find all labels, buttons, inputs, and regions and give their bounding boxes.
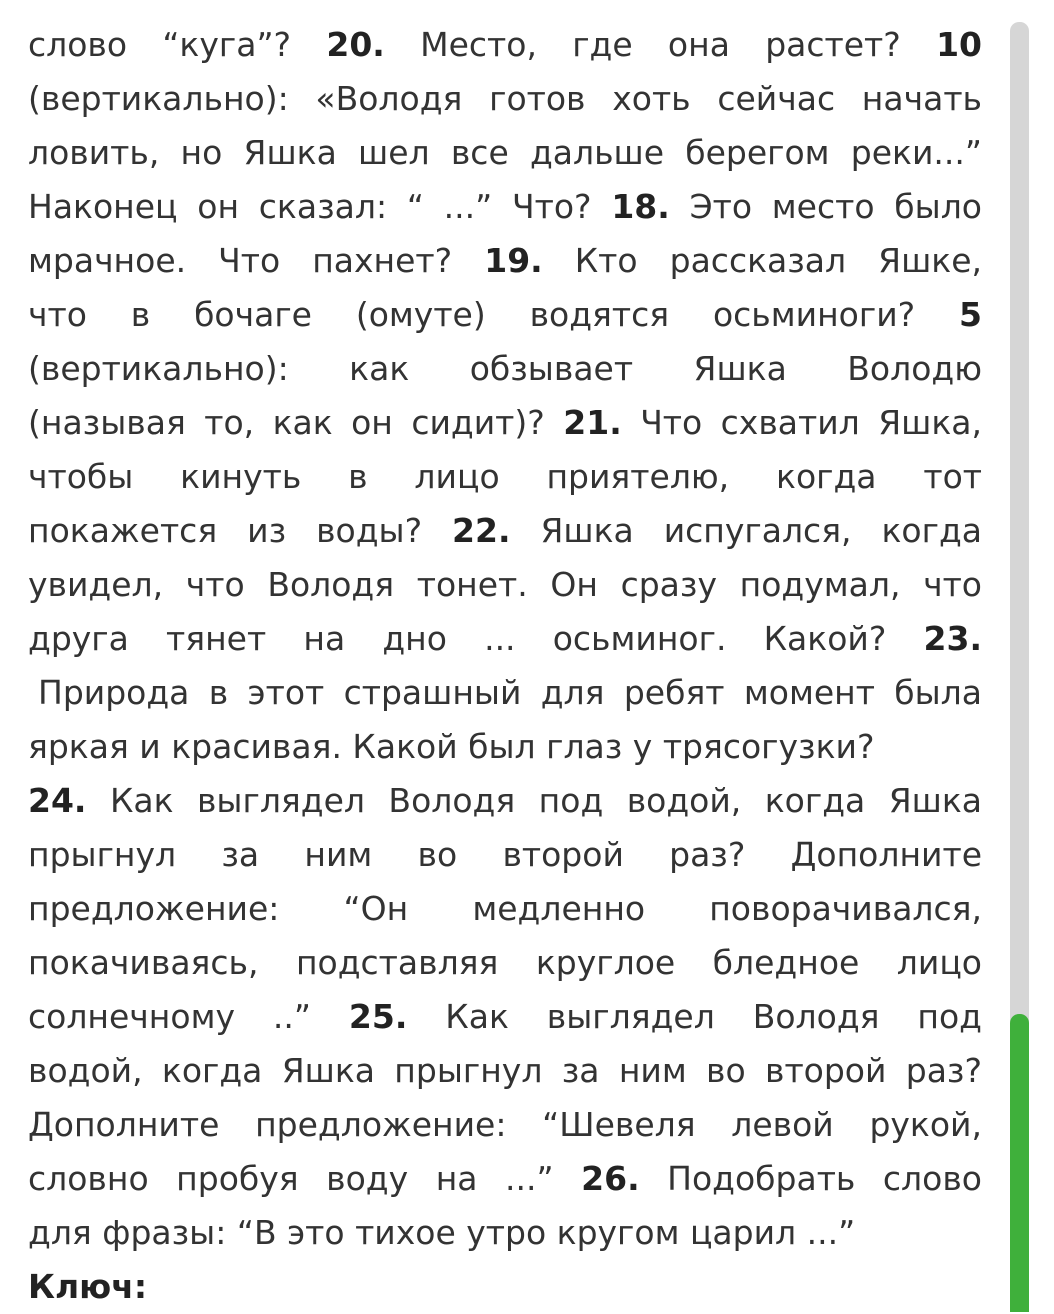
question-text: для фразы: “В это тихое утро кругом царил ...” xyxy=(28,1213,856,1252)
question-text: Кто рассказал Яшке, xyxy=(574,241,982,280)
question-text: Место, где она растет? xyxy=(420,25,901,64)
question-text: Природа в этот страшный для ребят момент была xyxy=(38,673,982,712)
question-text: предложение: “Он медленно поворачивался, xyxy=(28,889,982,928)
question-text: покачиваясь, подставляя круглое бледное лицо xyxy=(28,943,982,982)
text-line xyxy=(28,396,982,450)
question-text: чтобы кинуть в лицо приятелю, когда тот xyxy=(28,457,982,496)
text-line xyxy=(28,1098,982,1152)
question-text: увидел, что Володя тонет. Он сразу подумал, что xyxy=(28,565,982,604)
text-line xyxy=(28,936,982,990)
question-text: Это место было xyxy=(689,187,982,226)
question-text: покажется из воды? xyxy=(28,511,423,550)
text-line xyxy=(28,342,982,396)
question-text-block xyxy=(28,18,982,1314)
question-number: 20. xyxy=(326,25,385,64)
question-number: 26. xyxy=(581,1159,640,1198)
text-line xyxy=(28,450,982,504)
question-number: 19. xyxy=(484,241,543,280)
question-text: что в бочаге (омуте) водятся осьминоги? xyxy=(28,295,916,334)
question-number: 18. xyxy=(611,187,670,226)
question-number: 10 xyxy=(936,25,982,64)
question-number: 24. xyxy=(28,781,87,820)
question-text: солнечному ..” xyxy=(28,997,311,1036)
text-line xyxy=(28,1152,982,1206)
text-line xyxy=(28,666,982,720)
text-line xyxy=(28,504,982,558)
question-text: (называя то, как он сидит)? xyxy=(28,403,545,442)
question-number: 22. xyxy=(452,511,511,550)
question-text: друга тянет на дно ... осьминог. Какой? xyxy=(28,619,887,658)
text-line xyxy=(28,612,982,666)
text-line xyxy=(28,234,982,288)
question-text: мрачное. Что пахнет? xyxy=(28,241,453,280)
text-line xyxy=(28,558,982,612)
question-text: Что схватил Яшка, xyxy=(640,403,982,442)
text-line xyxy=(28,720,982,774)
text-line xyxy=(28,1260,982,1314)
question-text: Наконец он сказал: “ ...” Что? xyxy=(28,187,592,226)
question-text: Как выглядел Володя под xyxy=(445,997,982,1036)
text-line xyxy=(28,1206,982,1260)
question-text: Как выглядел Володя под водой, когда Яшка xyxy=(109,781,982,820)
question-number: 21. xyxy=(563,403,622,442)
question-text: Дополните предложение: “Шевеля левой рукой, xyxy=(28,1105,982,1144)
question-text: (вертикально): «Володя готов хоть сейчас начать xyxy=(28,79,982,118)
question-number: 25. xyxy=(348,997,408,1036)
question-text: Подобрать слово xyxy=(667,1159,982,1198)
text-line xyxy=(28,990,982,1044)
text-line xyxy=(28,828,982,882)
question-text: слово “куга”? xyxy=(28,25,292,64)
question-text: (вертикально): как обзывает Яшка Володю xyxy=(28,349,982,388)
question-text: водой, когда Яшка прыгнул за ним во второй раз? xyxy=(28,1051,982,1090)
question-number: 23. xyxy=(923,619,982,658)
text-line xyxy=(28,774,982,828)
text-line xyxy=(28,180,982,234)
question-text: Яшка испугался, когда xyxy=(540,511,982,550)
question-number: 5 xyxy=(959,295,982,334)
question-text: словно пробуя воду на ...” xyxy=(28,1159,554,1198)
question-text: прыгнул за ним во второй раз? Дополните xyxy=(28,835,982,874)
text-line xyxy=(28,72,982,126)
key-heading: Ключ: xyxy=(28,1267,148,1306)
text-line xyxy=(28,1044,982,1098)
text-line xyxy=(28,882,982,936)
text-line xyxy=(28,18,982,72)
question-text: яркая и красивая. Какой был глаз у трясогузки? xyxy=(28,727,875,766)
scrollbar-thumb[interactable] xyxy=(1010,1014,1029,1312)
question-text: ловить, но Яшка шел все дальше берегом реки...” xyxy=(28,133,982,172)
text-line xyxy=(28,288,982,342)
text-line xyxy=(28,126,982,180)
